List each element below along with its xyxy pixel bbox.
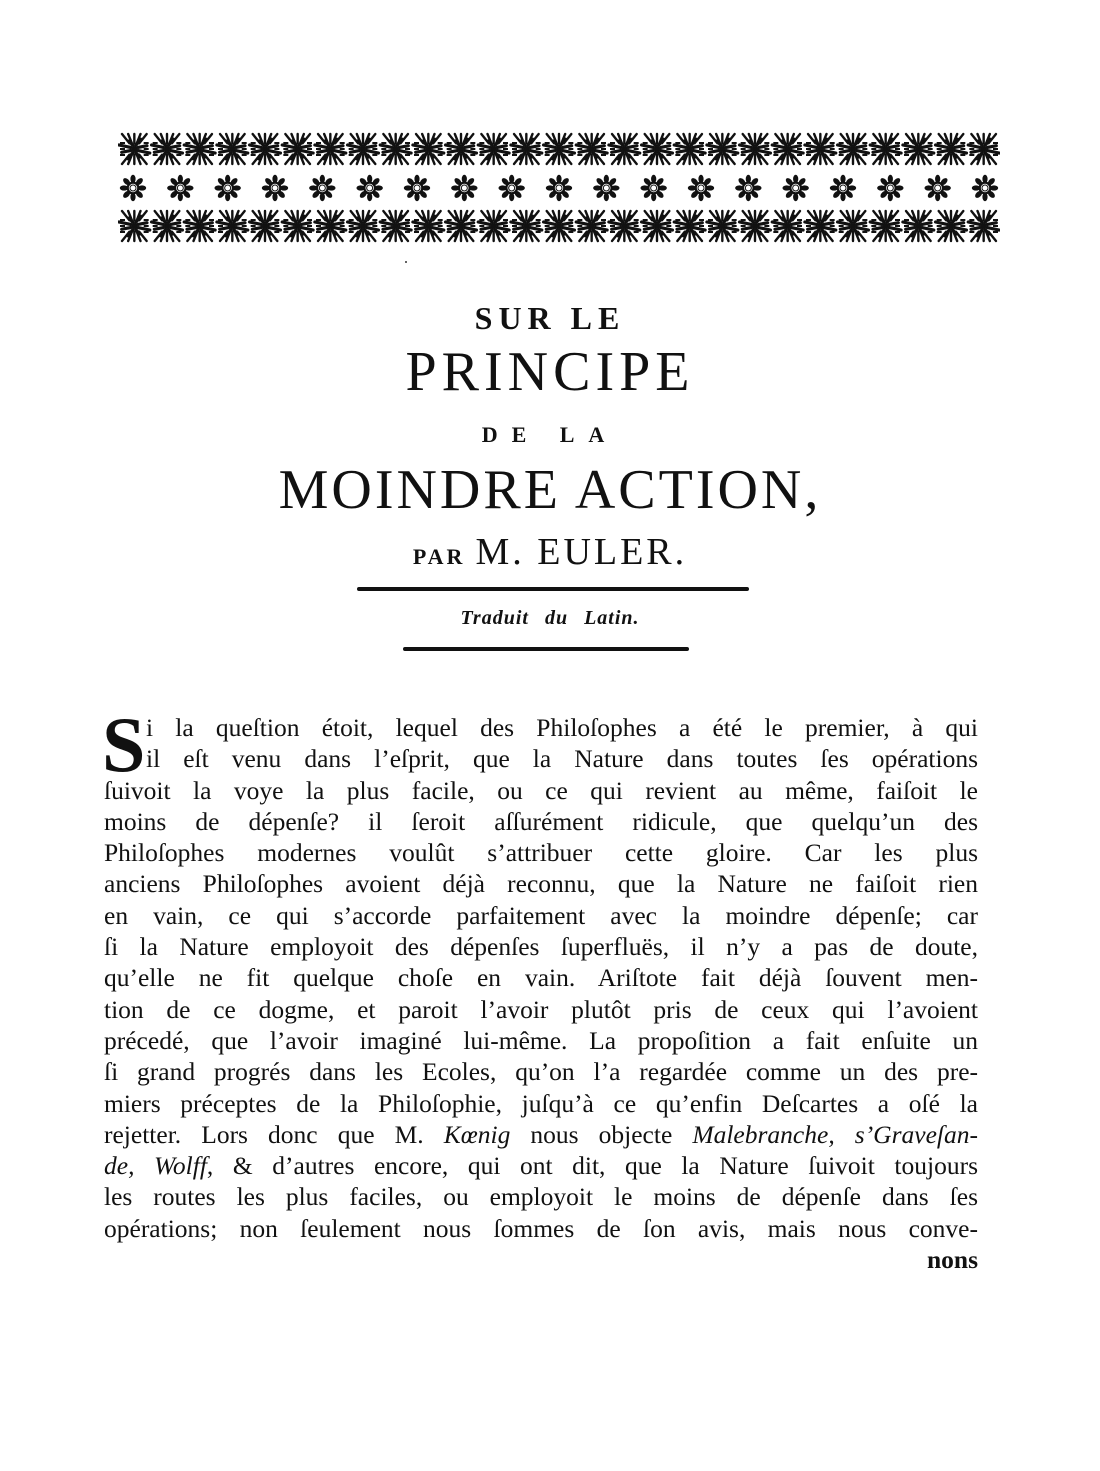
fleuron-block bbox=[446, 211, 477, 241]
rosette-icon bbox=[167, 175, 193, 201]
drop-cap: S bbox=[102, 701, 146, 788]
translation-note: Traduit du Latin. bbox=[460, 607, 640, 629]
fleuron-block bbox=[642, 211, 673, 241]
title-sur-le: SUR LE bbox=[474, 300, 626, 336]
header-ornament-border bbox=[118, 130, 1000, 246]
fleuron-block bbox=[348, 134, 379, 164]
fleuron-block bbox=[674, 134, 705, 164]
rosette-icon bbox=[451, 175, 477, 201]
fleuron-block bbox=[511, 211, 542, 241]
fleuron-block bbox=[772, 134, 803, 164]
fleuron-block bbox=[576, 211, 607, 241]
title-de-la: DE LA bbox=[481, 422, 619, 447]
author-line bbox=[0, 530, 1100, 574]
fleuron-block bbox=[968, 211, 999, 241]
fleuron-block bbox=[838, 211, 869, 241]
fleuron-block bbox=[315, 134, 346, 164]
rosette-icon bbox=[498, 175, 524, 201]
fleuron-block bbox=[413, 134, 444, 164]
fleuron-block bbox=[609, 211, 640, 241]
fleuron-block bbox=[282, 211, 313, 241]
name-koenig: Kœnig bbox=[443, 1119, 511, 1149]
fleuron-block bbox=[903, 134, 934, 164]
catchword: nons bbox=[926, 1245, 978, 1275]
title-moindre-action: MOINDRE ACTION, bbox=[278, 459, 822, 521]
text-line: anciens Philoſophes avoient déjà reconnu, que la Nature ne faiſoit rien bbox=[104, 869, 978, 899]
fleuron-block bbox=[184, 134, 215, 164]
fleuron-block bbox=[968, 134, 999, 164]
rosette-icon bbox=[546, 175, 572, 201]
fleuron-block bbox=[805, 134, 836, 164]
text-line: il eſt venu dans l’eſprit, que la Nature dans toutes ſes opérations bbox=[146, 744, 978, 774]
fleuron-block bbox=[380, 134, 411, 164]
rosette-icon bbox=[640, 175, 666, 201]
fleuron-block bbox=[478, 134, 509, 164]
fleuron-block bbox=[250, 134, 281, 164]
text-line: ſi grand progrés dans les Ecoles, qu’on l’a regardée comme un des pre- bbox=[104, 1057, 978, 1087]
rosette-icon bbox=[688, 175, 714, 201]
text-line: précedé, que l’avoir imaginé lui-même. La propoſition a fait enſuite un bbox=[104, 1025, 978, 1055]
text-segment: , & d’autres encore, qui ont dit, que la Nature ſuivoit toujours bbox=[206, 1151, 978, 1181]
stray-ink-dot bbox=[405, 261, 407, 263]
fleuron-block bbox=[446, 134, 477, 164]
fleuron-block bbox=[119, 211, 150, 241]
text-line: Philoſophes modernes voulût s’attribuer cette gloire. Car les plus bbox=[104, 838, 978, 868]
rosette-icon bbox=[214, 175, 240, 201]
rosette-icon bbox=[735, 175, 761, 201]
fleuron-block bbox=[772, 211, 803, 241]
text-line: en vain, ce qui s’accorde parfaitement avec la moindre dépenſe; car bbox=[104, 900, 978, 930]
fleuron-block bbox=[217, 134, 248, 164]
fleuron-block bbox=[544, 211, 575, 241]
rosette-icon bbox=[877, 175, 903, 201]
rosette-icon bbox=[309, 175, 335, 201]
rosette-icon bbox=[262, 175, 288, 201]
rule-divider-bottom bbox=[403, 647, 689, 651]
fleuron-block bbox=[348, 211, 379, 241]
rosette-icon bbox=[404, 175, 430, 201]
rule-divider-top bbox=[357, 587, 749, 591]
text-line: i la queſtion étoit, lequel des Philoſophes a été le premier, à qui bbox=[146, 713, 978, 742]
text-line: ſuivoit la voye la plus facile, ou ce qui revient au même, faiſoit le bbox=[104, 775, 978, 805]
names-italic: Malebranche, s’Graveſan- bbox=[692, 1119, 978, 1149]
fleuron-block bbox=[870, 211, 901, 241]
rosette-icon bbox=[830, 175, 856, 201]
rosette-icon bbox=[356, 175, 382, 201]
text-line: moins de dépenſe? il ſeroit aſſurément ridicule, que quelqu’un des bbox=[104, 806, 978, 836]
rosette-icon bbox=[593, 175, 619, 201]
fleuron-block bbox=[511, 134, 542, 164]
author-par: PAR bbox=[412, 544, 466, 569]
fleuron-block bbox=[838, 134, 869, 164]
fleuron-block bbox=[903, 211, 934, 241]
text-line: les routes les plus faciles, ou employoit le moins de dépenſe dans ſes bbox=[104, 1182, 978, 1212]
fleuron-block bbox=[250, 211, 281, 241]
fleuron-block bbox=[707, 134, 738, 164]
fleuron-border-icon bbox=[118, 130, 1000, 246]
fleuron-block bbox=[282, 134, 313, 164]
fleuron-block bbox=[674, 211, 705, 241]
author-name: M. EULER. bbox=[475, 531, 688, 573]
body-paragraph bbox=[102, 701, 978, 1275]
fleuron-block bbox=[184, 211, 215, 241]
fleuron-block bbox=[315, 211, 346, 241]
fleuron-block bbox=[870, 134, 901, 164]
fleuron-block bbox=[152, 211, 183, 241]
text-segment: rejetter. Lors donc que M. bbox=[104, 1119, 444, 1149]
fleuron-block bbox=[217, 211, 248, 241]
fleuron-block bbox=[152, 134, 183, 164]
fleuron-block bbox=[413, 211, 444, 241]
text-line bbox=[104, 1119, 978, 1150]
title-principe: PRINCIPE bbox=[405, 341, 695, 403]
fleuron-block bbox=[740, 211, 771, 241]
names-italic: de, Wolff bbox=[104, 1151, 207, 1181]
fleuron-block bbox=[707, 211, 738, 241]
text-segment: nous objecte bbox=[510, 1119, 693, 1149]
fleuron-block bbox=[936, 211, 967, 241]
fleuron-block bbox=[380, 211, 411, 241]
fleuron-block bbox=[740, 134, 771, 164]
fleuron-block bbox=[119, 134, 150, 164]
fleuron-block bbox=[576, 134, 607, 164]
text-line: miers préceptes de la Philoſophie, juſqu’à ce qu’enfin Deſcartes a oſé la bbox=[104, 1088, 978, 1118]
fleuron-block bbox=[544, 134, 575, 164]
rosette-icon bbox=[972, 175, 998, 201]
rosette-icon bbox=[924, 175, 950, 201]
text-line: ſi la Nature employoit des dépenſes ſuperfluës, il n’y a pas de doute, bbox=[104, 932, 978, 962]
text-line bbox=[104, 1150, 978, 1181]
rosette-icon bbox=[120, 175, 146, 201]
fleuron-block bbox=[936, 134, 967, 164]
rosette-icon bbox=[782, 175, 808, 201]
text-line: opérations; non ſeulement nous ſommes de ſon avis, mais nous conve- bbox=[104, 1213, 978, 1243]
text-line: tion de ce dogme, et paroit l’avoir plutôt pris de ceux qui l’avoient bbox=[104, 994, 978, 1024]
fleuron-block bbox=[609, 134, 640, 164]
fleuron-block bbox=[642, 134, 673, 164]
text-line: qu’elle ne fit quelque choſe en vain. Ariſtote fait déjà ſouvent men- bbox=[104, 963, 978, 993]
fleuron-block bbox=[805, 211, 836, 241]
fleuron-block bbox=[478, 211, 509, 241]
